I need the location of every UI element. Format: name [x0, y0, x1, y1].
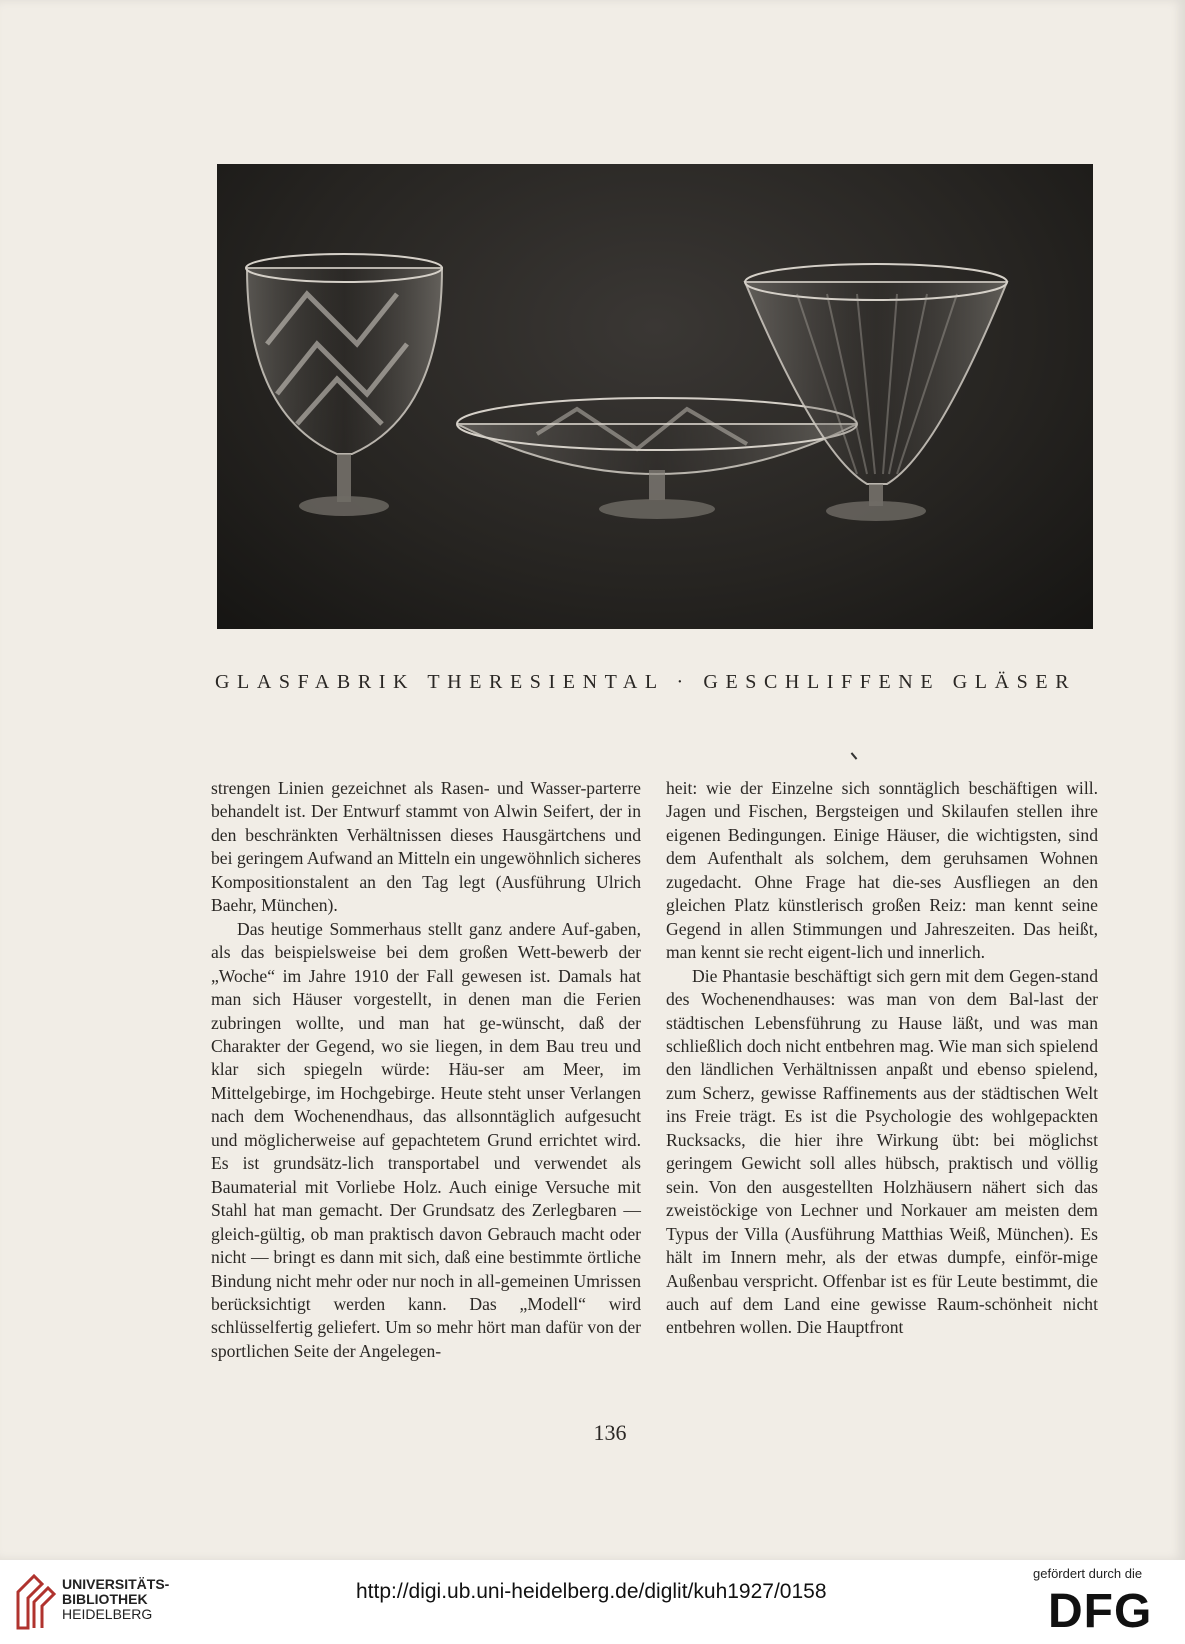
dfg-logo: DFG — [1048, 1585, 1153, 1638]
source-url-link[interactable]: http://digi.ub.uni-heidelberg.de/diglit/kuh1927/0158 — [356, 1580, 827, 1603]
glassware-illustration — [217, 164, 1093, 629]
right-vase — [745, 264, 1007, 521]
glassware-photograph — [217, 164, 1093, 629]
university-library-logo-icon — [14, 1572, 58, 1632]
text-column-right — [666, 777, 1098, 1340]
library-name-line: UNIVERSITÄTS- — [62, 1576, 170, 1592]
library-name-line: BIBLIOTHEK — [62, 1591, 148, 1607]
photo-caption: GLASFABRIK THERESIENTAL · GESCHLIFFENE GLÄSER — [215, 671, 1077, 693]
printer-mark — [851, 752, 858, 759]
paragraph: Das heutige Sommerhaus stellt ganz andere Auf-gaben, als das beispielsweise bei dem großen Wett-bewerb der „Woche“ im Jahre 1910 der Fall gewesen ist. Damals hat man sich Häuser vorgestellt, in denen man die Ferien zubringen wollte, und man hat ge-wünscht, daß der Charakter der Gegend, wo sie liegen, in dem Bau treu und klar sich spiegeln würde: Häu-ser am Meer, im Mittelgebirge, im Hochgebirge. Heute steht unser Verlangen nach dem Wochenendhaus, das allsonntäglich aufgesucht und möglicherweise auf gepachtetem Grund errichtet wird. Es ist grundsätz-lich transportabel und verwendet als Baumaterial mit Vorliebe Holz. Auch einige Versuche mit Stahl hat man gemacht. Der Grundsatz des Zerlegbaren — gleich-gültig, ob man praktisch davon Gebrauch macht oder nicht — bringt es dann mit sich, daß eine bestimmte örtliche Bindung nicht mehr oder nur noch in all-gemeinen Umrissen berücksichtigt werden kann. Das „Modell“ wird schlüsselfertig geliefert. Um so mehr hört man dafür von der sportlichen Seite der Angelegen- — [211, 918, 641, 1361]
center-bowl — [457, 398, 857, 519]
paragraph: Die Phantasie beschäftigt sich gern mit dem Gegen-stand des Wochenendhauses: was man von dem Bal-last der städtischen Lebensführung zu Hause läßt, und was man schließlich doch nicht entbehren mag. Wie man sich spielend den ländlichen Verhältnissen anpaßt und ebenso spielend, zum Scherz, gewisse Raffinements aus der städtischen Welt ins Freie trägt. Es ist die Psychologie des wohlgepackten Rucksacks, die hier ihre Wirkung übt: bei möglichst geringem Gewicht soll alles hübsch, praktisch und völlig sein. Von den ausgestellten Holzhäusern nähert sich das zweistöckige von Lechner und Norkauer am meisten dem Typus der Villa (Ausführung Matthias Weiß, München). Es hält im Innern mehr, als der etwas dumpfe, einför-mige Außenbau verspricht. Offenbar ist es für Leute bestimmt, die auch auf dem Land eine gewisse Raum-schönheit nicht entbehren wollen. Die Hauptfront — [666, 965, 1098, 1338]
paragraph: strengen Linien gezeichnet als Rasen- und Wasser-parterre behandelt ist. Der Entwurf stammt von Alwin Seifert, der in den beschränkten Verhältnissen dieses Hausgärtchens und bei geringem Aufwand an Mitteln ein ungewöhnlich sicheres Kompositionstalent an den Tag legt (Ausführung Ulrich Baehr, München). — [211, 778, 641, 916]
left-goblet — [246, 254, 442, 516]
funding-label: gefördert durch die — [1033, 1566, 1143, 1581]
page-number: 136 — [593, 1420, 627, 1445]
library-name — [62, 1577, 169, 1622]
text-column-left — [211, 777, 641, 1363]
library-name-line: HEIDELBERG — [62, 1606, 153, 1622]
paragraph: heit: wie der Einzelne sich sonntäglich beschäftigen will. Jagen und Fischen, Bergsteigen und Skilaufen stellen ihre eigenen Bedingungen. Einige Häuser, die wichtigsten, sind dem Aufenthalt als solchem, dem geruhsamen Wohnen zugedacht. Ohne Frage hat die-ses Ausfliegen an den gleichen Platz künstlerisch großen Reiz: man kennt seine Gegend in allen Stimmungen und Jahreszeiten. Das heißt, man kennt sie recht eigent-lich und innerlich. — [666, 778, 1098, 963]
